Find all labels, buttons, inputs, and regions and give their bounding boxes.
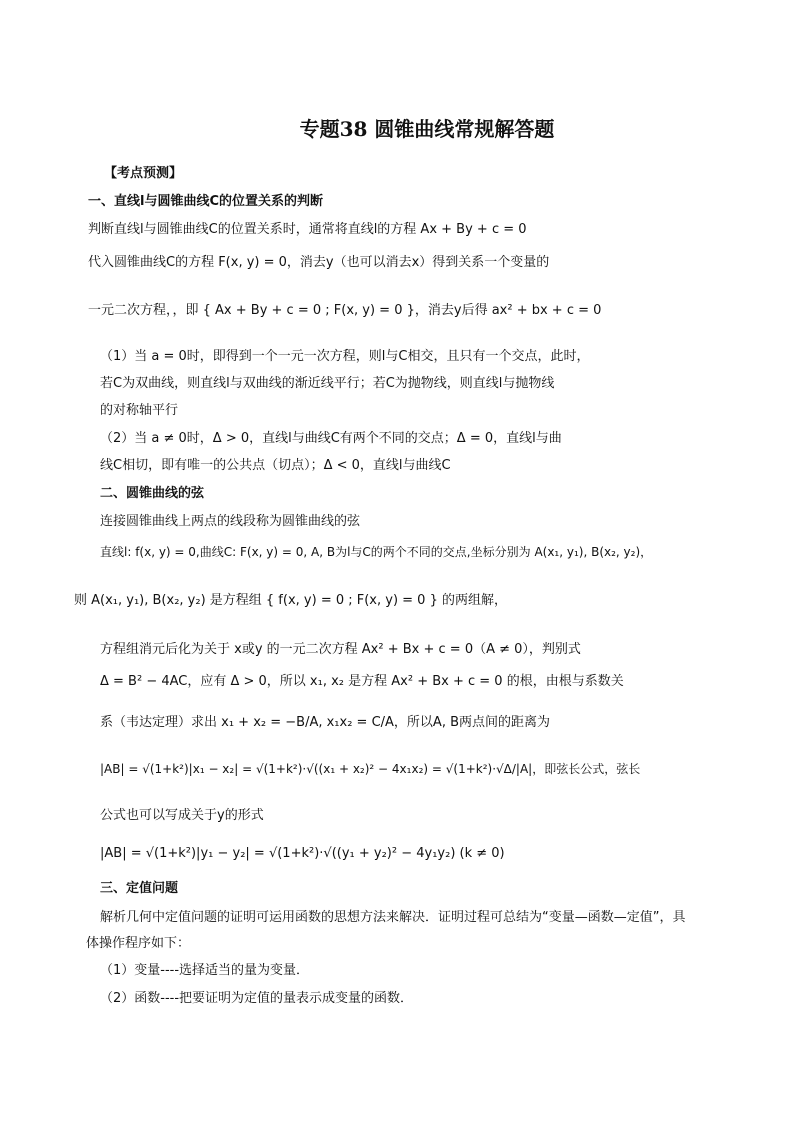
paragraph-line: Δ = B² − 4AC，应有 Δ > 0，所以 x₁, x₂ 是方程 Ax² + Bx + c = 0 的根，由根与系数关 [100,674,624,689]
paragraph-line: 体操作程序如下： [86,936,191,951]
formula-line: |AB| = √(1+k²)|y₁ − y₂| = √(1+k²)·√((y₁ + y₂)² − 4y₁y₂) (k ≠ 0) [100,846,505,861]
paragraph-line: 判断直线l与圆锥曲线C的位置关系时，通常将直线l的方程 Ax + By + c = 0 [88,222,527,237]
paragraph-line: 的对称轴平行 [100,403,179,418]
formula-line: |AB| = √(1+k²)|x₁ − x₂| = √(1+k²)·√((x₁ + x₂)² − 4x₁x₂) = √(1+k²)·√Δ/|A|，即弦长公式，弦长 [100,762,641,776]
paragraph-line: 公式也可以写成关于y的形式 [100,808,264,823]
paragraph-line: （1）当 a = 0时，即得到一个一元一次方程，则l与C相交，且只有一个交点，此时， [100,349,590,364]
paragraph-line: 方程组消元后化为关于 x或y 的一元二次方程 Ax² + Bx + c = 0（A ≠ 0），判别式 [100,642,581,657]
paragraph-line: 若C为双曲线，则直线l与双曲线的渐近线平行；若C为抛物线，则直线l与抛物线 [100,376,555,391]
paragraph-line-system: 则 A(x₁, y₁), B(x₂, y₂) 是方程组 { f(x, y) = 0 ; F(x, y) = 0 } 的两组解， [74,593,507,608]
section-label: 【考点预测】 [104,166,183,181]
section-heading-2: 二、圆锥曲线的弦 [100,486,205,501]
paragraph-line: 连接圆锥曲线上两点的线段称为圆锥曲线的弦 [100,514,361,529]
paragraph-line: 代入圆锥曲线C的方程 F(x, y) = 0，消去y（也可以消去x）得到关系一个变量的 [88,255,550,270]
paragraph-line: 线C相切，即有唯一的公共点（切点）；Δ < 0，直线l与曲线C [100,458,451,473]
section-heading-3: 三、定值问题 [100,881,179,896]
paragraph-line: 系（韦达定理）求出 x₁ + x₂ = −B/A, x₁x₂ = C/A，所以A, B两点间的距离为 [100,715,550,730]
page-title: 专题38 圆锥曲线常规解答题 [299,117,555,141]
paragraph-line: （2）函数----把要证明为定值的量表示成变量的函数． [100,991,414,1006]
paragraph-line-system: 一元二次方程，，即 { Ax + By + c = 0 ; F(x, y) = 0 }，消去y后得 ax² + bx + c = 0 [88,303,602,318]
paragraph-line: （1）变量----选择适当的量为变量． [100,963,310,978]
section-heading-1: 一、直线l与圆锥曲线C的位置关系的判断 [88,194,323,209]
paragraph-line: 解析几何中定值问题的证明可运用函数的思想方法来解决．证明过程可总结为“变量—函数—定值”，具 [100,910,686,925]
paragraph-line: 直线l: f(x, y) = 0,曲线C: F(x, y) = 0, A, B为l与C的两个不同的交点,坐标分别为 A(x₁, y₁), B(x₂, y₂)， [100,545,653,559]
paragraph-line: （2）当 a ≠ 0时，Δ > 0，直线l与曲线C有两个不同的交点；Δ = 0，直线l与曲 [100,431,562,446]
